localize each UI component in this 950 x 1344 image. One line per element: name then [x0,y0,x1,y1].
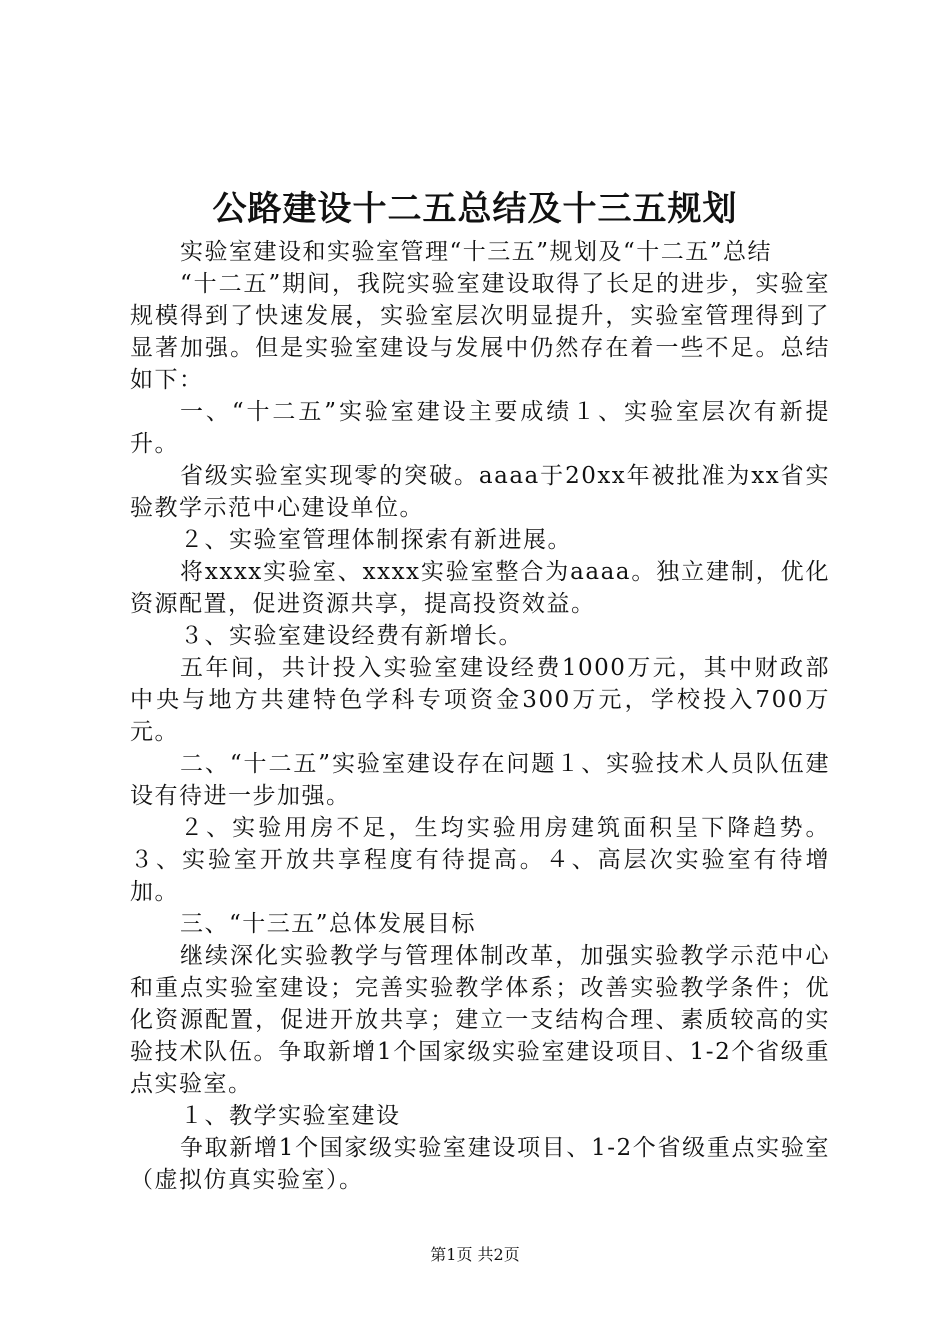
paragraph: ３、实验室建设经费有新增长。 [180,623,523,649]
paragraph: “十二五”期间，我院实验室建设取得了长足的进步，实验室规模得到了快速发展，实验室层次明显提升，实验室管理得到了显著加强。但是实验室建设与发展中仍然存在着一些不足。总结如下： [130,271,830,393]
page-number-footer: 第1页 共2页 [430,1245,520,1264]
paragraph: 二、“十二五”实验室建设存在问题１、实验技术人员队伍建设有待进一步加强。 [130,751,830,809]
paragraph: ２、实验室管理体制探索有新进展。 [180,527,572,553]
paragraph: 三、“十三五”总体发展目标 [180,911,477,937]
paragraph: 将xxxx实验室、xxxx实验室整合为aaaa。独立建制，优化资源配置，促进资源共享，提高投资效益。 [130,559,830,617]
paragraph: 五年间，共计投入实验室建设经费1000万元，其中财政部中央与地方共建特色学科专项资金300万元，学校投入700万元。 [130,655,830,745]
paragraph: 省级实验室实现零的突破。aaaa于20xx年被批准为xx省实验教学示范中心建设单位。 [130,463,830,521]
document-body [130,236,830,1196]
paragraph: ２、实验用房不足，生均实验用房建筑面积呈下降趋势。３、实验室开放共享程度有待提高。４、高层次实验室有待增加。 [130,815,830,905]
paragraph: １、教学实验室建设 [180,1103,401,1129]
paragraph: 继续深化实验教学与管理体制改革，加强实验教学示范中心和重点实验室建设；完善实验教学体系；改善实验教学条件；优化资源配置，促进开放共享；建立一支结构合理、素质较高的实验技术队伍。争取新增1个国家级实验室建设项目、1-2个省级重点实验室。 [130,943,830,1097]
paragraph: 实验室建设和实验室管理“十三五”规划及“十二五”总结 [180,239,773,265]
paragraph: 一、“十二五”实验室建设主要成绩１、实验室层次有新提升。 [130,399,830,457]
paragraph: 争取新增1个国家级实验室建设项目、1-2个省级重点实验室（虚拟仿真实验室）。 [130,1135,830,1193]
document-title: 公路建设十二五总结及十三五规划 [212,189,738,229]
